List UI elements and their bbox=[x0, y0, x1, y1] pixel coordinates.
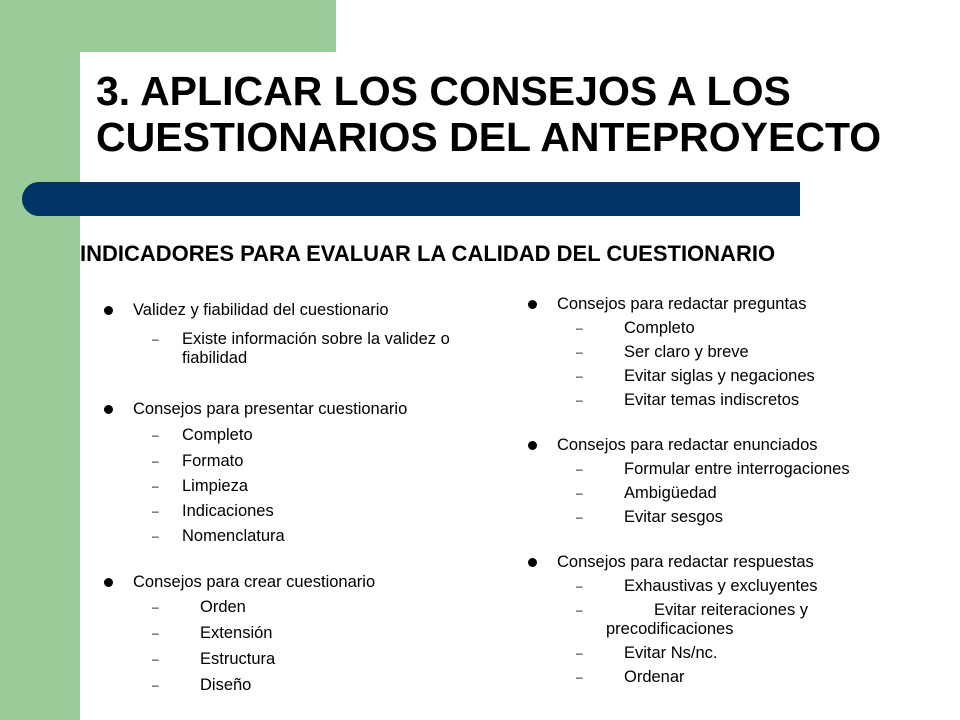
dash-icon: – bbox=[576, 486, 583, 500]
bullet-label: Consejos para crear cuestionario bbox=[133, 573, 376, 591]
bullet-item bbox=[528, 553, 938, 572]
left-column bbox=[104, 301, 504, 695]
dash-icon: – bbox=[576, 393, 583, 407]
section-presentar bbox=[104, 400, 504, 546]
title-rule-bar bbox=[22, 182, 800, 216]
dash-icon: – bbox=[576, 646, 583, 660]
sub-item bbox=[528, 391, 938, 410]
bullet-dot-icon bbox=[528, 300, 537, 309]
dash-icon: – bbox=[576, 462, 583, 476]
sub-item-label: Extensión bbox=[200, 624, 273, 642]
sub-item-label: Nomenclatura bbox=[182, 527, 285, 545]
sub-item bbox=[104, 502, 504, 521]
sub-item-label: Diseño bbox=[200, 676, 252, 694]
bullet-label: Consejos para redactar respuestas bbox=[557, 553, 814, 571]
sub-item-label: Completo bbox=[182, 426, 253, 444]
sub-item bbox=[528, 319, 938, 338]
green-top-decoration bbox=[0, 0, 336, 52]
dash-icon: – bbox=[576, 603, 583, 617]
title-line-2: CUESTIONARIOS DEL ANTEPROYECTO bbox=[96, 114, 882, 160]
sub-item bbox=[104, 330, 504, 368]
green-sidebar-decoration bbox=[0, 0, 80, 720]
section-validez bbox=[104, 301, 504, 368]
dash-icon: – bbox=[152, 600, 159, 614]
sub-item bbox=[528, 601, 938, 639]
bullet-dot-icon bbox=[104, 405, 113, 414]
sub-item-label: Ambigüedad bbox=[624, 484, 717, 502]
bullet-label: Validez y fiabilidad del cuestionario bbox=[133, 301, 389, 319]
sub-item bbox=[104, 676, 504, 695]
sub-item-label: Evitar siglas y negaciones bbox=[624, 367, 815, 385]
dash-icon: – bbox=[576, 345, 583, 359]
dash-icon: – bbox=[152, 678, 159, 692]
slide-title bbox=[96, 68, 946, 160]
bullet-item bbox=[104, 400, 504, 419]
section-crear bbox=[104, 573, 504, 695]
sub-item bbox=[104, 624, 504, 643]
sub-item bbox=[104, 650, 504, 669]
sub-item bbox=[104, 426, 504, 445]
section-respuestas bbox=[528, 553, 938, 687]
sub-item-label: Evitar temas indiscretos bbox=[624, 391, 800, 409]
bullet-item bbox=[104, 301, 504, 320]
bullet-label: Consejos para presentar cuestionario bbox=[133, 400, 408, 418]
section-enunciados bbox=[528, 436, 938, 527]
sub-item-label: Estructura bbox=[200, 650, 276, 668]
sub-item bbox=[528, 644, 938, 663]
bullet-item bbox=[528, 295, 938, 314]
dash-icon: – bbox=[152, 529, 159, 543]
section-preguntas bbox=[528, 295, 938, 410]
dash-icon: – bbox=[152, 504, 159, 518]
dash-icon: – bbox=[576, 510, 583, 524]
sub-item-label: Indicaciones bbox=[182, 502, 274, 520]
bullet-dot-icon bbox=[528, 558, 537, 567]
sub-item bbox=[528, 508, 938, 527]
bullet-dot-icon bbox=[104, 306, 113, 315]
sub-item-label: Limpieza bbox=[182, 477, 249, 495]
sub-item-label: Evitar reiteraciones y precodificaciones bbox=[606, 601, 809, 638]
slide-subtitle: INDICADORES PARA EVALUAR LA CALIDAD DEL CUESTIONARIO bbox=[80, 241, 776, 266]
dash-icon: – bbox=[576, 321, 583, 335]
dash-icon: – bbox=[152, 479, 159, 493]
sub-item-label: Formato bbox=[182, 452, 244, 470]
sub-item-label: Ordenar bbox=[624, 668, 685, 686]
bullet-item bbox=[528, 436, 938, 455]
bullet-label: Consejos para redactar preguntas bbox=[557, 295, 807, 313]
sub-item-label: Exhaustivas y excluyentes bbox=[624, 577, 818, 595]
bullet-item bbox=[104, 573, 504, 592]
sub-item bbox=[528, 577, 938, 596]
bullet-dot-icon bbox=[104, 578, 113, 587]
bullet-dot-icon bbox=[528, 441, 537, 450]
sub-item-label: Ser claro y breve bbox=[624, 343, 749, 361]
sub-item-label: Evitar Ns/nc. bbox=[624, 644, 718, 662]
dash-icon: – bbox=[152, 652, 159, 666]
sub-item bbox=[104, 452, 504, 471]
dash-icon: – bbox=[152, 332, 159, 346]
bullet-label: Consejos para redactar enunciados bbox=[557, 436, 818, 454]
dash-icon: – bbox=[152, 428, 159, 442]
sub-item bbox=[528, 367, 938, 386]
sub-item-label: Completo bbox=[624, 319, 695, 337]
sub-item bbox=[104, 477, 504, 496]
right-column bbox=[528, 295, 938, 687]
dash-icon: – bbox=[152, 626, 159, 640]
sub-item bbox=[528, 484, 938, 503]
title-line-1: 3. APLICAR LOS CONSEJOS A LOS bbox=[96, 68, 791, 114]
sub-item bbox=[104, 527, 504, 546]
sub-item bbox=[528, 343, 938, 362]
sub-item-label: Formular entre interrogaciones bbox=[624, 460, 850, 478]
sub-item-label: Existe información sobre la validez o fiabilidad bbox=[182, 330, 450, 367]
dash-icon: – bbox=[576, 369, 583, 383]
sub-item bbox=[104, 598, 504, 617]
dash-icon: – bbox=[576, 670, 583, 684]
dash-icon: – bbox=[576, 579, 583, 593]
sub-item-label: Orden bbox=[200, 598, 246, 616]
sub-item bbox=[528, 668, 938, 687]
dash-icon: – bbox=[152, 454, 159, 468]
sub-item bbox=[528, 460, 938, 479]
sub-item-label: Evitar sesgos bbox=[624, 508, 724, 526]
